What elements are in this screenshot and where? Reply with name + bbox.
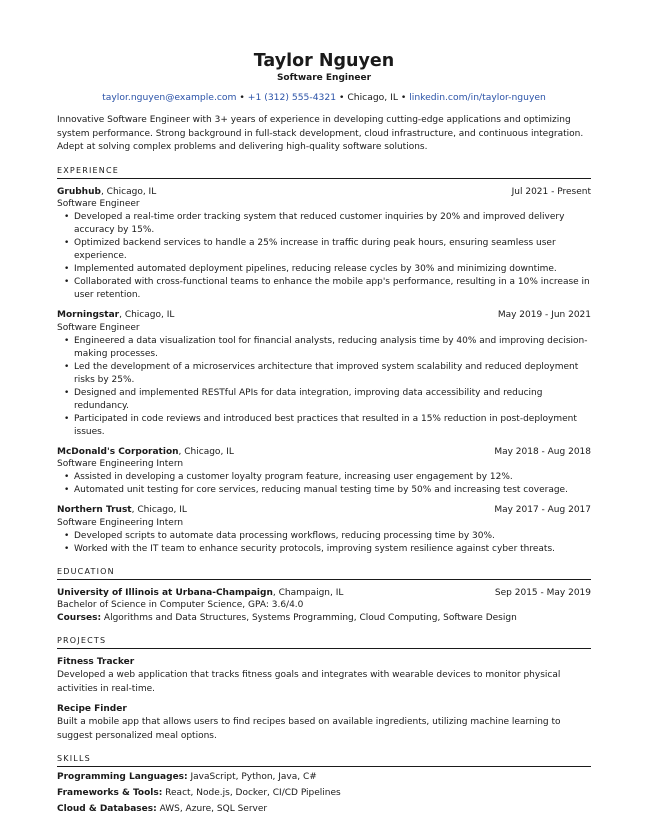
- degree-text: Bachelor of Science in Computer Science, GPA: 3.6/4.0: [57, 600, 304, 610]
- skill-label: Programming Languages:: [57, 772, 188, 782]
- contact-separator: •: [236, 92, 248, 103]
- experience-entry: [57, 309, 591, 439]
- section-title-experience: EXPERIENCE: [57, 166, 591, 179]
- project-description: Developed a web application that tracks fitness goals and integrates with wearable devices to monitor physical activities in real-time.: [57, 670, 561, 694]
- skill-row: [57, 771, 591, 784]
- candidate-name: Taylor Nguyen: [253, 51, 395, 71]
- skill-row: [57, 787, 591, 800]
- skill-row: [57, 803, 591, 816]
- bullet-list: [57, 471, 591, 497]
- entry-dates: Jul 2021 - Present: [511, 186, 591, 197]
- skill-value: JavaScript, Python, Java, C#: [187, 772, 317, 782]
- bullet-item: • Worked with the IT team to enhance security protocols, improving system resilience against cyber threats.: [57, 543, 591, 556]
- company-location: , Chicago, IL: [178, 446, 234, 457]
- skill-label: Frameworks & Tools:: [57, 788, 163, 798]
- bullet-item: • Developed scripts to automate data processing workflows, reducing processing time by 30%.: [57, 530, 591, 543]
- company-name: Morningstar: [57, 310, 120, 320]
- bullet-list: [57, 211, 591, 302]
- section-title-projects: PROJECTS: [57, 636, 591, 649]
- section-title-skills: SKILLS: [57, 754, 591, 767]
- company-name: Grubhub: [57, 186, 101, 197]
- job-role: Software Engineering Intern: [57, 517, 184, 528]
- contact-line: [57, 92, 591, 104]
- project-description: Built a mobile app that allows users to find recipes based on available ingredients, utilizing machine learning to suggest personalized meal options.: [57, 717, 561, 741]
- bullet-list: [57, 530, 591, 556]
- entry-dates: May 2018 - Aug 2018: [494, 446, 591, 457]
- phone-link[interactable]: +1 (312) 555-4321: [247, 92, 337, 103]
- bullet-item: • Participated in code reviews and introduced best practices that resulted in a 15% reduction in post-deployment issues.: [57, 413, 591, 439]
- bullet-item: • Assisted in developing a customer loyalty program feature, increasing user engagement by 12%.: [57, 471, 591, 484]
- education-entry: [57, 587, 591, 626]
- bullet-item: • Designed and implemented RESTful APIs for data integration, improving data accessibility and reducing redundancy.: [57, 387, 591, 413]
- bullet-list: [57, 335, 591, 439]
- resume-page: [57, 50, 591, 816]
- bullet-item: • Optimized backend services to handle a 25% increase in traffic during peak hours, ensuring seamless user experience.: [57, 237, 591, 263]
- section-title-education: EDUCATION: [57, 567, 591, 580]
- candidate-title: Software Engineer: [276, 73, 372, 83]
- company-location: , Chicago, IL: [100, 186, 157, 197]
- experience-entry: [57, 186, 591, 303]
- entry-dates: May 2017 - Aug 2017: [494, 505, 591, 515]
- job-role: Software Engineer: [57, 199, 140, 209]
- skill-label: Cloud & Databases:: [57, 804, 157, 814]
- location-text: Chicago, IL: [347, 92, 398, 103]
- entry-dates: Sep 2015 - May 2019: [494, 587, 591, 598]
- linkedin-link[interactable]: linkedin.com/in/taylor-nguyen: [409, 92, 546, 103]
- courses-text: Algorithms and Data Structures, Systems Programming, Cloud Computing, Software Design: [101, 613, 517, 623]
- project-entry: [57, 703, 591, 743]
- bullet-item: • Engineered a data visualization tool for financial analysts, reducing analysis time by 40% and improving decision-making processes.: [57, 335, 591, 361]
- skill-value: AWS, Azure, SQL Server: [156, 804, 268, 814]
- bullet-item: • Automated unit testing for core services, reducing manual testing time by 50% and increasing test coverage.: [57, 484, 591, 497]
- school-location: , Champaign, IL: [272, 587, 344, 598]
- job-role: Software Engineer: [57, 322, 140, 333]
- company-location: , Chicago, IL: [131, 505, 187, 515]
- project-title: Recipe Finder: [57, 704, 127, 714]
- courses-line: [57, 612, 591, 625]
- experience-entry: [57, 446, 591, 498]
- contact-separator: •: [397, 92, 410, 103]
- school-name: University of Illinois at Urbana-Champaign: [57, 587, 273, 598]
- skill-value: React, Node.js, Docker, CI/CD Pipelines: [162, 788, 341, 798]
- experience-entry: [57, 504, 591, 556]
- courses-label: Courses:: [57, 613, 102, 623]
- skills-list: [57, 771, 591, 816]
- bullet-item: • Developed a real-time order tracking system that reduced customer inquiries by 20% and improved delivery accuracy by 15%.: [57, 211, 591, 237]
- job-role: Software Engineering Intern: [57, 459, 184, 469]
- company-name: Northern Trust: [57, 505, 132, 515]
- summary-paragraph: Innovative Software Engineer with 3+ years of experience in developing cutting-edge applications and optimizing system performance. Strong background in full-stack development, cloud infrastructure, and continuous integration. Adept at solving complex problems and delivering high-quality software solutions.: [57, 115, 584, 152]
- project-entry: [57, 656, 591, 696]
- bullet-item: • Implemented automated deployment pipelines, reducing release cycles by 30% and minimizing downtime.: [57, 263, 591, 276]
- company-location: , Chicago, IL: [119, 310, 175, 320]
- company-name: McDonald's Corporation: [57, 446, 179, 457]
- bullet-item: • Led the development of a microservices architecture that improved system scalability and reduced deployment risks by 25%.: [57, 361, 591, 387]
- entry-dates: May 2019 - Jun 2021: [497, 310, 591, 320]
- bullet-item: • Collaborated with cross-functional teams to enhance the mobile app's performance, resulting in a 10% increase in user retention.: [57, 276, 591, 302]
- project-title: Fitness Tracker: [57, 657, 135, 667]
- contact-separator: •: [336, 92, 348, 103]
- email-link[interactable]: taylor.nguyen@example.com: [102, 92, 237, 103]
